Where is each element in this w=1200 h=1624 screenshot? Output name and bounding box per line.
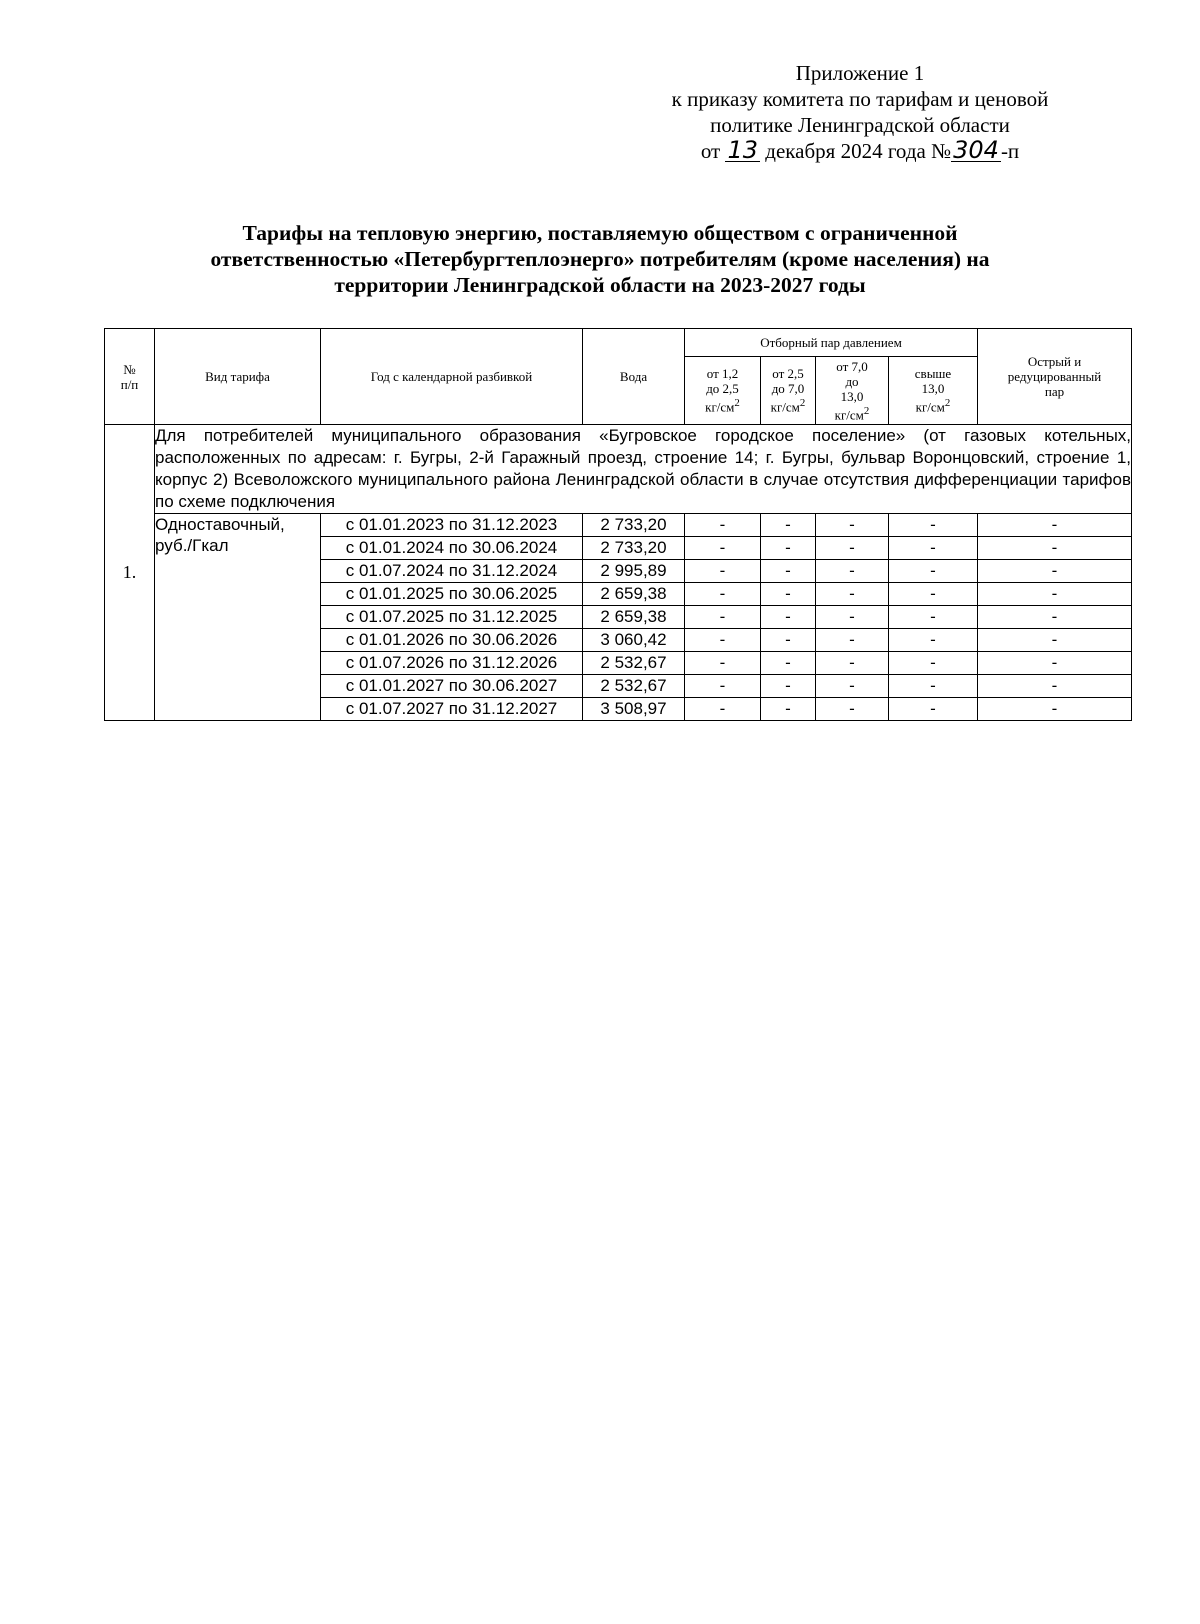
- cell-s2: -: [761, 675, 816, 698]
- group-number: 1.: [105, 425, 155, 721]
- header-year: Год с календарной разбивкой: [321, 329, 583, 425]
- title-line-3: территории Ленинградской области на 2023-2027 годы: [334, 273, 866, 297]
- header-sharp-line-3: пар: [1044, 384, 1065, 399]
- cell-period: с 01.01.2025 по 30.06.2025: [321, 583, 583, 606]
- steam-2-line-2: до 7,0: [771, 381, 805, 397]
- cell-s3: -: [816, 583, 889, 606]
- cell-s1: -: [685, 652, 761, 675]
- appendix-line-2: к приказу комитета по тарифам и ценовой: [671, 87, 1049, 111]
- steam-3-line-3: 13,0: [840, 388, 864, 404]
- cell-s4: -: [889, 537, 978, 560]
- cell-water: 2 532,67: [583, 652, 685, 675]
- cell-s1: -: [685, 537, 761, 560]
- title-line-2: ответственностью «Петербургтеплоэнерго» потребителям (кроме населения) на: [210, 247, 990, 271]
- cell-s3: -: [816, 698, 889, 721]
- cell-s3: -: [816, 675, 889, 698]
- unit-base: кг/см: [770, 399, 800, 415]
- tariff-table: [104, 328, 1132, 721]
- cell-sharp: -: [978, 652, 1132, 675]
- cell-s3: -: [816, 514, 889, 537]
- cell-period: с 01.01.2024 по 30.06.2024: [321, 537, 583, 560]
- cell-sharp: -: [978, 675, 1132, 698]
- order-suffix: -п: [1000, 139, 1020, 163]
- header-number: [105, 329, 155, 425]
- header-water: Вода: [583, 329, 685, 425]
- cell-water: 2 995,89: [583, 560, 685, 583]
- title-line-1: Тарифы на тепловую энергию, поставляемую обществом с ограниченной: [242, 221, 958, 245]
- unit-sup: 2: [863, 404, 870, 417]
- cell-s4: -: [889, 514, 978, 537]
- unit-base: кг/см: [834, 407, 864, 423]
- header-number-abbrev: п/п: [120, 376, 139, 392]
- tariff-type-cell: [155, 514, 321, 721]
- date-middle: декабря 2024 года №: [765, 139, 952, 163]
- handwritten-day: 13: [727, 136, 759, 164]
- header-steam-2: [761, 357, 816, 425]
- unit-sup: 2: [734, 397, 740, 410]
- cell-period: с 01.07.2025 по 31.12.2025: [321, 606, 583, 629]
- cell-s3: -: [816, 606, 889, 629]
- appendix-line-1: Приложение 1: [795, 61, 925, 85]
- cell-s4: -: [889, 652, 978, 675]
- cell-period: с 01.01.2023 по 31.12.2023: [321, 514, 583, 537]
- unit-sup: 2: [799, 397, 806, 410]
- cell-s2: -: [761, 514, 816, 537]
- group-description: Для потребителей муниципального образования «Бугровское городское поселение» (от газовых котельных, расположенных по адресам: г. Бугры, 2-й Гаражный проезд, строение 14; г. Бугры, бульвар Воронцовский, строение 1, корпус 2) Всеволожского муниципального района Ленинградской области в случае отсутствия дифференциации тарифов по схеме подключения: [155, 425, 1132, 514]
- steam-4-line-1: свыше: [914, 366, 952, 382]
- cell-s2: -: [761, 606, 816, 629]
- cell-sharp: -: [978, 629, 1132, 652]
- cell-s1: -: [685, 583, 761, 606]
- cell-s1: -: [685, 514, 761, 537]
- cell-s4: -: [889, 606, 978, 629]
- cell-s2: -: [761, 583, 816, 606]
- date-prefix: от: [700, 139, 721, 163]
- cell-s2: -: [761, 652, 816, 675]
- steam-3-line-1: от 7,0: [836, 358, 868, 374]
- cell-s4: -: [889, 629, 978, 652]
- header-steam-3: [816, 357, 889, 425]
- cell-water: 2 659,38: [583, 606, 685, 629]
- steam-1-line-1: от 1,2: [706, 366, 739, 382]
- steam-1-unit: [685, 396, 760, 414]
- cell-s3: -: [816, 652, 889, 675]
- cell-s1: -: [685, 629, 761, 652]
- cell-sharp: -: [978, 583, 1132, 606]
- unit-base: кг/см: [915, 399, 945, 415]
- cell-s3: -: [816, 560, 889, 583]
- appendix-header: [630, 60, 1090, 164]
- cell-water: 2 733,20: [583, 514, 685, 537]
- header-number-symbol: №: [123, 361, 136, 377]
- cell-period: с 01.07.2027 по 31.12.2027: [321, 698, 583, 721]
- appendix-line-3: политике Ленинградской области: [710, 113, 1010, 137]
- cell-period: с 01.01.2027 по 30.06.2027: [321, 675, 583, 698]
- header-steam-group: Отборный пар давлением: [685, 329, 978, 357]
- unit-sup: 2: [944, 397, 951, 410]
- cell-water: 2 733,20: [583, 537, 685, 560]
- header-sharp-steam: [978, 329, 1132, 425]
- header-sharp-line-2: редуцированный: [1007, 369, 1102, 384]
- steam-3-line-2: до: [845, 373, 859, 389]
- header-sharp-line-1: Острый и: [1027, 354, 1082, 369]
- cell-water: 3 060,42: [583, 629, 685, 652]
- cell-period: с 01.07.2026 по 31.12.2026: [321, 652, 583, 675]
- cell-s2: -: [761, 537, 816, 560]
- cell-s1: -: [685, 560, 761, 583]
- header-steam-4: [889, 357, 978, 425]
- header-steam-1: [685, 357, 761, 425]
- tariff-type-line-2: руб./Гкал: [155, 536, 229, 555]
- cell-sharp: -: [978, 560, 1132, 583]
- cell-s4: -: [889, 675, 978, 698]
- steam-2-unit: [761, 396, 815, 414]
- handwritten-order-number: 304: [953, 136, 999, 164]
- cell-s1: -: [685, 698, 761, 721]
- cell-s3: -: [816, 629, 889, 652]
- cell-water: 3 508,97: [583, 698, 685, 721]
- steam-4-unit: [889, 396, 977, 414]
- steam-1-line-2: до 2,5: [706, 381, 739, 397]
- cell-s4: -: [889, 698, 978, 721]
- cell-sharp: -: [978, 514, 1132, 537]
- cell-period: с 01.07.2024 по 31.12.2024: [321, 560, 583, 583]
- tariff-type-line-1: Одноставочный,: [155, 515, 285, 534]
- cell-s1: -: [685, 606, 761, 629]
- appendix-date-line: [630, 138, 1090, 164]
- steam-3-unit: [816, 404, 888, 422]
- cell-s2: -: [761, 560, 816, 583]
- document-title: [120, 220, 1080, 298]
- cell-water: 2 532,67: [583, 675, 685, 698]
- steam-4-line-2: 13,0: [921, 381, 945, 397]
- unit-base: кг/см: [705, 399, 735, 415]
- cell-s4: -: [889, 583, 978, 606]
- cell-s2: -: [761, 629, 816, 652]
- cell-s2: -: [761, 698, 816, 721]
- cell-s1: -: [685, 675, 761, 698]
- cell-period: с 01.01.2026 по 30.06.2026: [321, 629, 583, 652]
- cell-sharp: -: [978, 537, 1132, 560]
- cell-sharp: -: [978, 606, 1132, 629]
- cell-s4: -: [889, 560, 978, 583]
- header-tariff-type: Вид тарифа: [155, 329, 321, 425]
- cell-water: 2 659,38: [583, 583, 685, 606]
- cell-s3: -: [816, 537, 889, 560]
- steam-2-line-1: от 2,5: [772, 366, 804, 382]
- cell-sharp: -: [978, 698, 1132, 721]
